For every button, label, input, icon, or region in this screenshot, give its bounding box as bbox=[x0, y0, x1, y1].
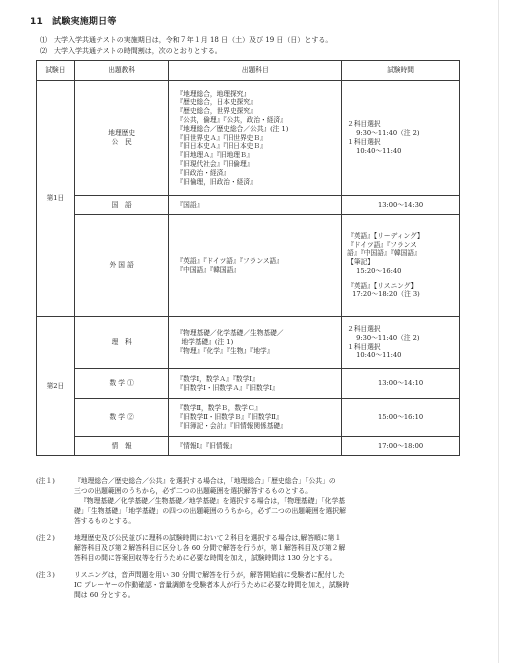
subject-line: 『地理総合／歴史総合／公共』(注 1) bbox=[176, 124, 289, 133]
section-heading: 11 試験実施期日等 bbox=[30, 17, 117, 27]
table-row bbox=[37, 81, 460, 196]
subject-line: 『歴史総合，日本史探究』 bbox=[176, 98, 257, 107]
time-line: 『英語』【リーディング】 bbox=[347, 231, 424, 240]
header-subject-area: 出題教科 bbox=[74, 61, 169, 81]
note-line: 答するものとする。 bbox=[74, 517, 136, 525]
note-line: 地理歴史及び公民並びに理科の試験時間において２科目を選択する場合は,解答順に第１ bbox=[74, 534, 342, 542]
time-line: 『英語』【リスニング】 bbox=[347, 281, 418, 290]
table-row bbox=[37, 399, 460, 437]
time-line: 9:30〜11:40（注 2) bbox=[356, 333, 420, 342]
time-line: ２科目選択 bbox=[347, 324, 381, 333]
note-line: リスニングは，音声問題を用い 30 分間で解答を行うが，解答開始前に受験者に配付した bbox=[74, 571, 345, 579]
sugaku2-time: 15:00〜16:10 bbox=[342, 399, 460, 437]
day1-cell: 第1日 bbox=[37, 81, 75, 317]
chireki-subject-area bbox=[74, 81, 169, 196]
time-line: 10:40〜11:40 bbox=[356, 146, 402, 155]
subject-line: 『旧世界史Ａ』『旧世界史Ｂ』 bbox=[176, 133, 267, 142]
subject-line: 『地理総合，地理探究』 bbox=[176, 89, 251, 98]
table-row bbox=[37, 437, 460, 456]
rika-time bbox=[342, 317, 460, 369]
kokugo-subject-area: 国 語 bbox=[74, 196, 169, 215]
sugaku1-subject-area: 数 学 ① bbox=[74, 369, 169, 399]
subject-line: 『物理基礎／化学基礎／生物基礎／ bbox=[176, 329, 284, 338]
header-exam-time: 試験時間 bbox=[342, 61, 460, 81]
sugaku2-subjects bbox=[169, 399, 342, 437]
subject-line: 『旧数学Ⅰ・旧数学Ａ』『旧数学Ⅰ』 bbox=[176, 383, 279, 392]
table-row bbox=[37, 317, 460, 369]
chireki-time bbox=[342, 81, 460, 196]
note-line: 『物理基礎／化学基礎／生物基礎／地学基礎』を選択する場合は，「物理基礎」「化学基 bbox=[80, 497, 346, 505]
chireki-subjects bbox=[169, 81, 342, 196]
day2-cell: 第2日 bbox=[37, 317, 75, 456]
subject-line: 『数学Ⅰ，数学Ａ』『数学Ⅰ』 bbox=[176, 374, 259, 383]
gaikokugo-subject-area: 外 国 語 bbox=[74, 215, 169, 317]
note-line: 三つの出題範囲のうちから，必ず二つの出題範囲を選択解答するものとする。 bbox=[74, 487, 312, 495]
sugaku1-subjects bbox=[169, 369, 342, 399]
note-label: (注２) bbox=[36, 534, 55, 542]
note-paragraph bbox=[74, 476, 476, 496]
sugaku1-time: 13:00〜14:10 bbox=[342, 369, 460, 399]
subject-area-line: 地理歴史 bbox=[108, 129, 136, 138]
subject-area-line: 公 民 bbox=[111, 138, 132, 146]
time-line: ２科目選択 bbox=[347, 120, 381, 129]
joho-subject-area: 情 報 bbox=[74, 437, 169, 456]
header-exam-day: 試験日 bbox=[37, 61, 75, 81]
table-header-row bbox=[37, 61, 460, 81]
kokugo-time: 13:00〜14:30 bbox=[342, 196, 460, 215]
note-paragraph bbox=[74, 570, 476, 600]
joho-subjects: 『情報Ⅰ』『旧情報』 bbox=[169, 437, 342, 456]
gaikokugo-time bbox=[342, 215, 460, 317]
joho-time: 17:00〜18:00 bbox=[342, 437, 460, 456]
subject-line: 地学基礎』(注 1) bbox=[181, 338, 234, 347]
time-line: １科目選択 bbox=[347, 138, 381, 146]
note-label: (注１) bbox=[36, 477, 55, 485]
subject-line: 『数学Ⅱ，数学Ｂ，数学Ｃ』 bbox=[176, 404, 262, 413]
note-paragraph bbox=[74, 496, 476, 526]
kokugo-subjects: 『国語』 bbox=[169, 196, 342, 215]
note-label: (注３) bbox=[36, 571, 55, 579]
exam-schedule-table bbox=[36, 60, 460, 456]
time-line: １科目選択 bbox=[347, 342, 381, 351]
header-subjects: 出題科目 bbox=[169, 61, 342, 81]
subject-line: 『英語』『ドイツ語』『フランス語』 bbox=[176, 256, 283, 265]
time-line: 【筆記】 bbox=[347, 258, 374, 267]
notes-section bbox=[36, 476, 476, 607]
subject-line: 『旧地理Ａ』『旧地理Ｂ』 bbox=[176, 151, 254, 160]
note-line: 解答科目及び第２解答科目に区分し各 60 分間で解答を行うが，第１解答科目及び第２解 bbox=[74, 544, 346, 552]
table-row bbox=[37, 196, 460, 215]
note-paragraph bbox=[74, 533, 476, 563]
subject-line: 『公共，倫理』『公共，政治・経済』 bbox=[176, 116, 287, 124]
time-line: 9:30〜11:40（注 2) bbox=[356, 129, 420, 138]
time-line: 17:20〜18:20（注 3) bbox=[352, 290, 420, 299]
note-2 bbox=[36, 533, 476, 563]
rika-subjects bbox=[169, 317, 342, 369]
note-line: 礎」「生物基礎」「地学基礎」の四つの出題範囲のうちから，必ず二つの出題範囲を選択解 bbox=[74, 507, 346, 515]
subject-line: 『旧倫理，旧政治・経済』 bbox=[176, 177, 257, 186]
sugaku2-subject-area: 数 学 ② bbox=[74, 399, 169, 437]
subject-line: 『旧政治・経済』 bbox=[176, 168, 230, 177]
time-line: 10:40〜11:40 bbox=[356, 351, 402, 360]
subject-line: 『旧日本史Ａ』『旧日本史Ｂ』 bbox=[176, 142, 267, 151]
note-line: IC プレーヤーの作動確認・音量調節を受験者本人が行うために必要な時間を加え，試験時 bbox=[74, 581, 350, 589]
intro-item-1: ⑴ 大学入学共通テストの実施期日は，令和７年１月 18 日（土）及び 19 日（日）とする。 bbox=[40, 36, 333, 44]
rika-subject-area: 理 科 bbox=[74, 317, 169, 369]
table-row bbox=[37, 369, 460, 399]
subject-line: 『物理』『化学』『生物』『地学』 bbox=[176, 346, 274, 355]
time-line: 語』『中国語』『韓国語』 bbox=[347, 249, 421, 258]
time-line: 15:20〜16:40 bbox=[356, 266, 402, 275]
subject-line: 『歴史総合，世界史探究』 bbox=[176, 107, 257, 116]
intro-item-2: ⑵ 大学入学共通テストの時間割は，次のとおりとする。 bbox=[40, 47, 222, 55]
note-line: 間は 60 分とする。 bbox=[74, 591, 135, 599]
subject-line: 『旧簿記・会計』『旧情報関係基礎』 bbox=[176, 421, 287, 430]
table-row bbox=[37, 215, 460, 317]
note-line: 答科目の間に答案回収等を行うために必要な時間を加え，試験時間は 130 分とする。 bbox=[74, 554, 337, 562]
note-line: 『地理総合／歴史総合／公共』を選択する場合は，「地理総合」「歴史総合」「公共」の bbox=[74, 477, 336, 485]
note-3 bbox=[36, 570, 476, 600]
time-line: 『ドイツ語』『フランス bbox=[347, 240, 417, 249]
note-1 bbox=[36, 476, 476, 526]
page-edge-divider bbox=[498, 0, 499, 663]
subject-line: 『旧数学Ⅱ・旧数学Ｂ』『旧数学Ⅱ』 bbox=[176, 413, 283, 422]
subject-line: 『旧現代社会』『旧倫理』 bbox=[176, 159, 254, 168]
subject-line: 『中国語』『韓国語』 bbox=[176, 265, 240, 274]
gaikokugo-subjects bbox=[169, 215, 342, 317]
